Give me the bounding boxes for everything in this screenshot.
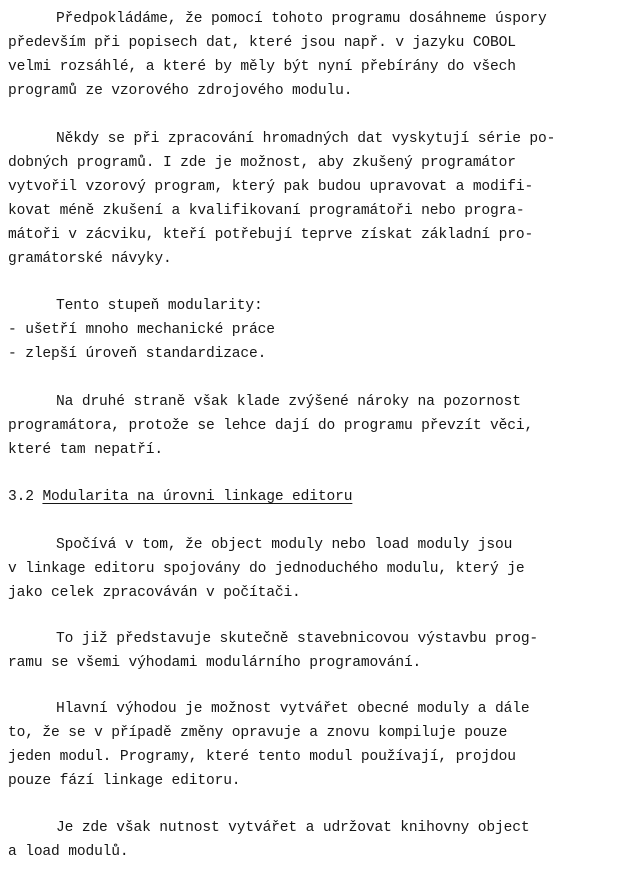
paragraph-7-line-3: jeden modul. Programy, které tento modul používají, projdou <box>8 749 516 765</box>
paragraph-6-line-1: To již představuje skutečně stavebnicovou výstavbu prog- <box>56 631 539 647</box>
paragraph-7-line-1: Hlavní výhodou je možnost vytvářet obecné moduly a dále <box>56 701 530 717</box>
paragraph-8-line-1: Je zde však nutnost vytvářet a udržovat knihovny object <box>56 820 530 836</box>
paragraph-2-line-3: vytvořil vzorový program, který pak budou upravovat a modifi- <box>8 179 534 195</box>
paragraph-5-line-2: v linkage editoru spojovány do jednoduchého modulu, který je <box>8 561 525 577</box>
section-title: Modularita na úrovni linkage editoru <box>42 489 353 505</box>
paragraph-2-line-4: kovat méně zkušení a kvalifikovaní programátoři nebo progra- <box>8 203 525 219</box>
paragraph-2-line-5: mátoři v zácviku, kteří potřebují teprve získat základní pro- <box>8 227 534 243</box>
paragraph-1-line-3: velmi rozsáhlé, a které by měly být nyní přebírány do všech <box>8 59 516 75</box>
paragraph-2-line-1: Někdy se při zpracování hromadných dat vyskytují série po- <box>56 131 556 147</box>
paragraph-3-line-3: - zlepší úroveň standardizace. <box>8 346 267 362</box>
paragraph-7-line-4: pouze fází linkage editoru. <box>8 773 241 789</box>
paragraph-4-line-2: programátora, protože se lehce dají do programu převzít věci, <box>8 418 534 434</box>
paragraph-6-line-2: ramu se všemi výhodami modulárního programování. <box>8 655 422 671</box>
paragraph-4-line-1: Na druhé straně však klade zvýšené nároky na pozornost <box>56 394 521 410</box>
paragraph-5-line-1: Spočívá v tom, že object moduly nebo load moduly jsou <box>56 537 513 553</box>
paragraph-1-line-1: Předpokládáme, že pomocí tohoto programu dosáhneme úspory <box>56 11 547 27</box>
paragraph-3-line-2: - ušetří mnoho mechanické práce <box>8 322 275 338</box>
paragraph-8-line-2: a load modulů. <box>8 844 129 860</box>
section-heading <box>8 488 352 506</box>
paragraph-3-line-1: Tento stupeň modularity: <box>56 298 263 314</box>
paragraph-4-line-3: které tam nepatří. <box>8 442 163 458</box>
paragraph-2-line-6: gramátorské návyky. <box>8 251 172 267</box>
paragraph-5-line-3: jako celek zpracováván v počítači. <box>8 585 301 601</box>
section-number: 3.2 <box>8 489 34 505</box>
paragraph-1-line-4: programů ze vzorového zdrojového modulu. <box>8 83 353 99</box>
paragraph-1-line-2: především při popisech dat, které jsou např. v jazyku COBOL <box>8 35 516 51</box>
paragraph-7-line-2: to, že se v případě změny opravuje a znovu kompiluje pouze <box>8 725 508 741</box>
paragraph-2-line-2: dobných programů. I zde je možnost, aby zkušený programátor <box>8 155 516 171</box>
